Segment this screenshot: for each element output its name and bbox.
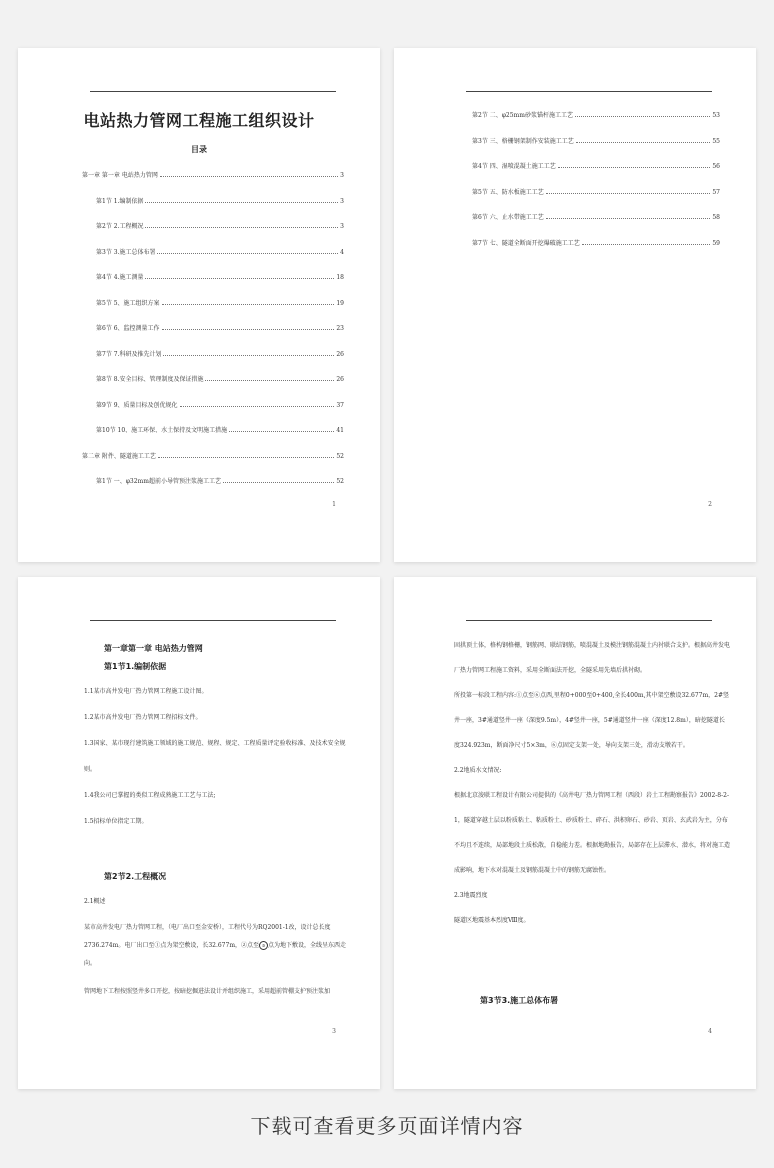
toc-entry[interactable] (394, 110, 756, 136)
toc-entry-page: 19 (336, 299, 344, 307)
toc-entry[interactable] (18, 298, 380, 324)
toc-entry-page: 52 (336, 452, 344, 460)
toc-entry[interactable] (18, 451, 380, 477)
subheading: 2.2地质水文情况: (454, 767, 502, 774)
toc-entry[interactable] (18, 400, 380, 426)
toc-leader-dots (160, 172, 338, 177)
toc-entry-page: 4 (340, 248, 344, 256)
document-title: 电站热力管网工程施工组织设计 (83, 111, 315, 130)
header-rule (466, 620, 712, 621)
paragraph: 所投第一标段工程内容:①点至⑥点西,里程0+000至0+400,全长400m,其中架空敷设32.677m，2#竖井一座，3#通道竖井一座（深度9.5m），4#竖井一座，5#通道竖井一座（深度12.8m），暗挖隧道长度324.923m，断面净尺寸5×3m，⑥点固定支架一处，导向支架三处，滑动支墩若干。 (454, 692, 730, 749)
toc-leader-dots (180, 402, 335, 407)
section-heading: 第1节1.编制依据 (104, 662, 167, 671)
document-page-3 (18, 577, 380, 1089)
toc-entry-title: 第5节 5、施工组织方案 (96, 299, 160, 307)
section-body (84, 889, 352, 1005)
toc-entry[interactable] (18, 323, 380, 349)
toc-entry[interactable] (18, 425, 380, 451)
document-page-4 (394, 577, 756, 1089)
toc-leader-dots (229, 427, 334, 432)
toc-entry[interactable] (18, 476, 380, 502)
toc-entry-title: 第二章 附件、隧道施工工艺 (82, 452, 156, 460)
toc-leader-dots (205, 376, 334, 381)
toc-entry[interactable] (394, 212, 756, 238)
toc-leader-dots (145, 198, 338, 203)
toc-entry[interactable] (18, 170, 380, 196)
toc-entry-page: 3 (340, 197, 344, 205)
page-number: 4 (708, 1028, 712, 1035)
toc-entry-title: 第1节 1.编制依据 (96, 197, 144, 205)
subheading: 2.1概述 (84, 898, 106, 905)
toc-entry-page: 26 (336, 350, 344, 358)
paragraph: 根据北京浚联工程设计有限公司提供的《高井电厂热力管网工程（西段）岩土工程勘察报告》2002-8-2-1，隧道穿越土层以粉质粘土、粘质粉土、砂质粉土、碎石、洪积卵石、砂岩、页岩、玄武岩为主，分布不均且不连续，局部地段土质松散，自稳能力差。根据地勘报告，局部存在上层滞水、潜水，将对施工造成影响，地下水对混凝土及钢筋混凝土中的钢筋无腐蚀性。 (454, 792, 731, 874)
subheading: 2.3地震烈度 (454, 892, 488, 899)
toc-entry-page: 41 (336, 427, 344, 434)
toc-entry-page: 37 (336, 401, 344, 409)
toc-entry[interactable] (18, 374, 380, 400)
toc-leader-dots (582, 240, 711, 245)
toc-leader-dots (157, 249, 338, 254)
toc-entry[interactable] (18, 221, 380, 247)
toc-entry-title: 第5节 五、防水板施工工艺 (472, 188, 544, 196)
toc-entry-title: 第4节 4.施工测量 (96, 274, 144, 281)
toc-entry-title: 第10节 10、施工环保、水土保持及文明施工措施 (96, 427, 228, 434)
toc-entry-page: 57 (712, 188, 720, 196)
toc-entry-page: 55 (712, 137, 720, 145)
toc-entry-page: 59 (712, 239, 720, 247)
toc-leader-dots (145, 223, 338, 228)
toc-entry-page: 58 (712, 214, 720, 221)
toc-entry[interactable] (18, 349, 380, 375)
list-item: 1.2某市高井发电厂热力管网工程招标文件。 (84, 714, 202, 721)
paragraph: 隧道区地震基本烈度Ⅷ度。 (454, 917, 530, 924)
toc-leader-dots (223, 478, 334, 483)
table-of-contents (18, 170, 380, 502)
toc-entry[interactable] (18, 247, 380, 273)
toc-entry-title: 第一章 第一章 电站热力管网 (82, 172, 158, 179)
toc-entry-title: 第7节 7.科研及推先计划 (96, 350, 162, 358)
list-item: 1.1某市高井发电厂热力管网工程施工设计图。 (84, 688, 208, 695)
section-body (454, 633, 730, 933)
toc-entry[interactable] (394, 161, 756, 187)
toc-entry-title: 第9节 9、质量目标及创优规化 (96, 401, 178, 409)
toc-entry-title: 第6节 6、监控测量工作 (96, 325, 160, 332)
toc-leader-dots (546, 189, 711, 194)
section-body (84, 679, 352, 835)
toc-entry-page: 52 (336, 478, 344, 485)
toc-entry-page: 56 (712, 163, 720, 170)
toc-entry[interactable] (394, 187, 756, 213)
toc-entry-page: 3 (340, 223, 344, 230)
toc-entry-title: 第1节 一、φ32mm超前小导管预注浆施工工艺 (96, 478, 221, 485)
toc-entry-title: 第6节 六、止水带施工工艺 (472, 214, 544, 221)
toc-leader-dots (162, 325, 335, 330)
toc-leader-dots (546, 214, 711, 219)
toc-leader-dots (162, 300, 335, 305)
page-number: 2 (708, 501, 712, 508)
toc-leader-dots (145, 274, 334, 279)
circled-number: ③ (259, 941, 268, 950)
paragraph: 固拱顶土体，格构钢格栅，钢筋网、联结钢筋，喷混凝土及模注钢筋混凝土内衬联合支护。根据高井发电厂热力管网工程施工资料，采用全断面法开挖，全隧采用先墙后拱衬砌。 (454, 642, 731, 674)
toc-entry[interactable] (18, 272, 380, 298)
toc-entry-title: 第2节 2.工程概况 (96, 223, 144, 230)
toc-entry-page: 18 (336, 274, 344, 281)
toc-leader-dots (575, 112, 710, 117)
toc-heading: 目录 (191, 145, 207, 154)
toc-entry-page: 3 (340, 172, 344, 179)
toc-entry[interactable] (18, 196, 380, 222)
page-number: 1 (332, 501, 336, 508)
toc-entry-title: 第3节 三、格栅钢架制作安装施工工艺 (472, 137, 574, 145)
document-page-2 (394, 48, 756, 562)
header-rule (90, 620, 336, 621)
toc-entry-title: 第8节 8.安全目标、管理制度及保证措施 (96, 376, 204, 383)
section-heading: 第3节3.施工总体布署 (480, 996, 559, 1005)
paragraph: 某市高井发电厂热力管网工程，（电厂出口至金安桥），工程代号为RQ2001-1改，设计总长度2736.274m。电厂出口至①点为架空敷设，长32.677m，②点至 ③ 点为地下敷设，全线呈东西走向。 (84, 924, 347, 967)
toc-entry-title: 第3节 3.施工总体布署 (96, 248, 156, 256)
list-item: 1.3国家、某市现行建筑施工领域的施工规范、规程、规定、工程质量评定验收标准、及技术安全规则。 (84, 740, 346, 773)
toc-leader-dots (163, 351, 334, 356)
toc-entry-page: 53 (712, 112, 720, 119)
toc-entry[interactable] (394, 136, 756, 162)
page-number: 3 (332, 1028, 336, 1035)
toc-leader-dots (158, 453, 334, 458)
toc-entry-page: 26 (336, 376, 344, 383)
toc-entry-title: 第7节 七、隧道全断面开挖爆破施工工艺 (472, 239, 580, 247)
document-page-1 (18, 48, 380, 562)
toc-entry-title: 第4节 四、湿喷混凝土施工工艺 (472, 163, 556, 170)
toc-entry-title: 第2节 二、φ25mm砂浆锚杆施工工艺 (472, 112, 573, 119)
paragraph: 管网地下工程按照竖井多口开挖，按暗挖掘进法设计并组织施工，采用超前管棚支护预注浆加 (84, 988, 331, 995)
toc-entry[interactable] (394, 238, 756, 264)
toc-entry-page: 23 (336, 325, 344, 332)
section-heading: 第2节2.工程概况 (104, 872, 167, 881)
toc-leader-dots (558, 163, 711, 168)
header-rule (466, 91, 712, 92)
chapter-heading: 第一章第一章 电站热力管网 (104, 644, 203, 653)
table-of-contents-continued (394, 110, 756, 263)
download-more-caption: 下载可查看更多页面详情内容 (250, 1114, 524, 1138)
toc-leader-dots (576, 138, 711, 143)
list-item: 1.5招标单位指定工期。 (84, 818, 148, 825)
header-rule (90, 91, 336, 92)
list-item: 1.4我公司已掌握的类似工程成熟施工工艺与工法; (84, 792, 216, 799)
